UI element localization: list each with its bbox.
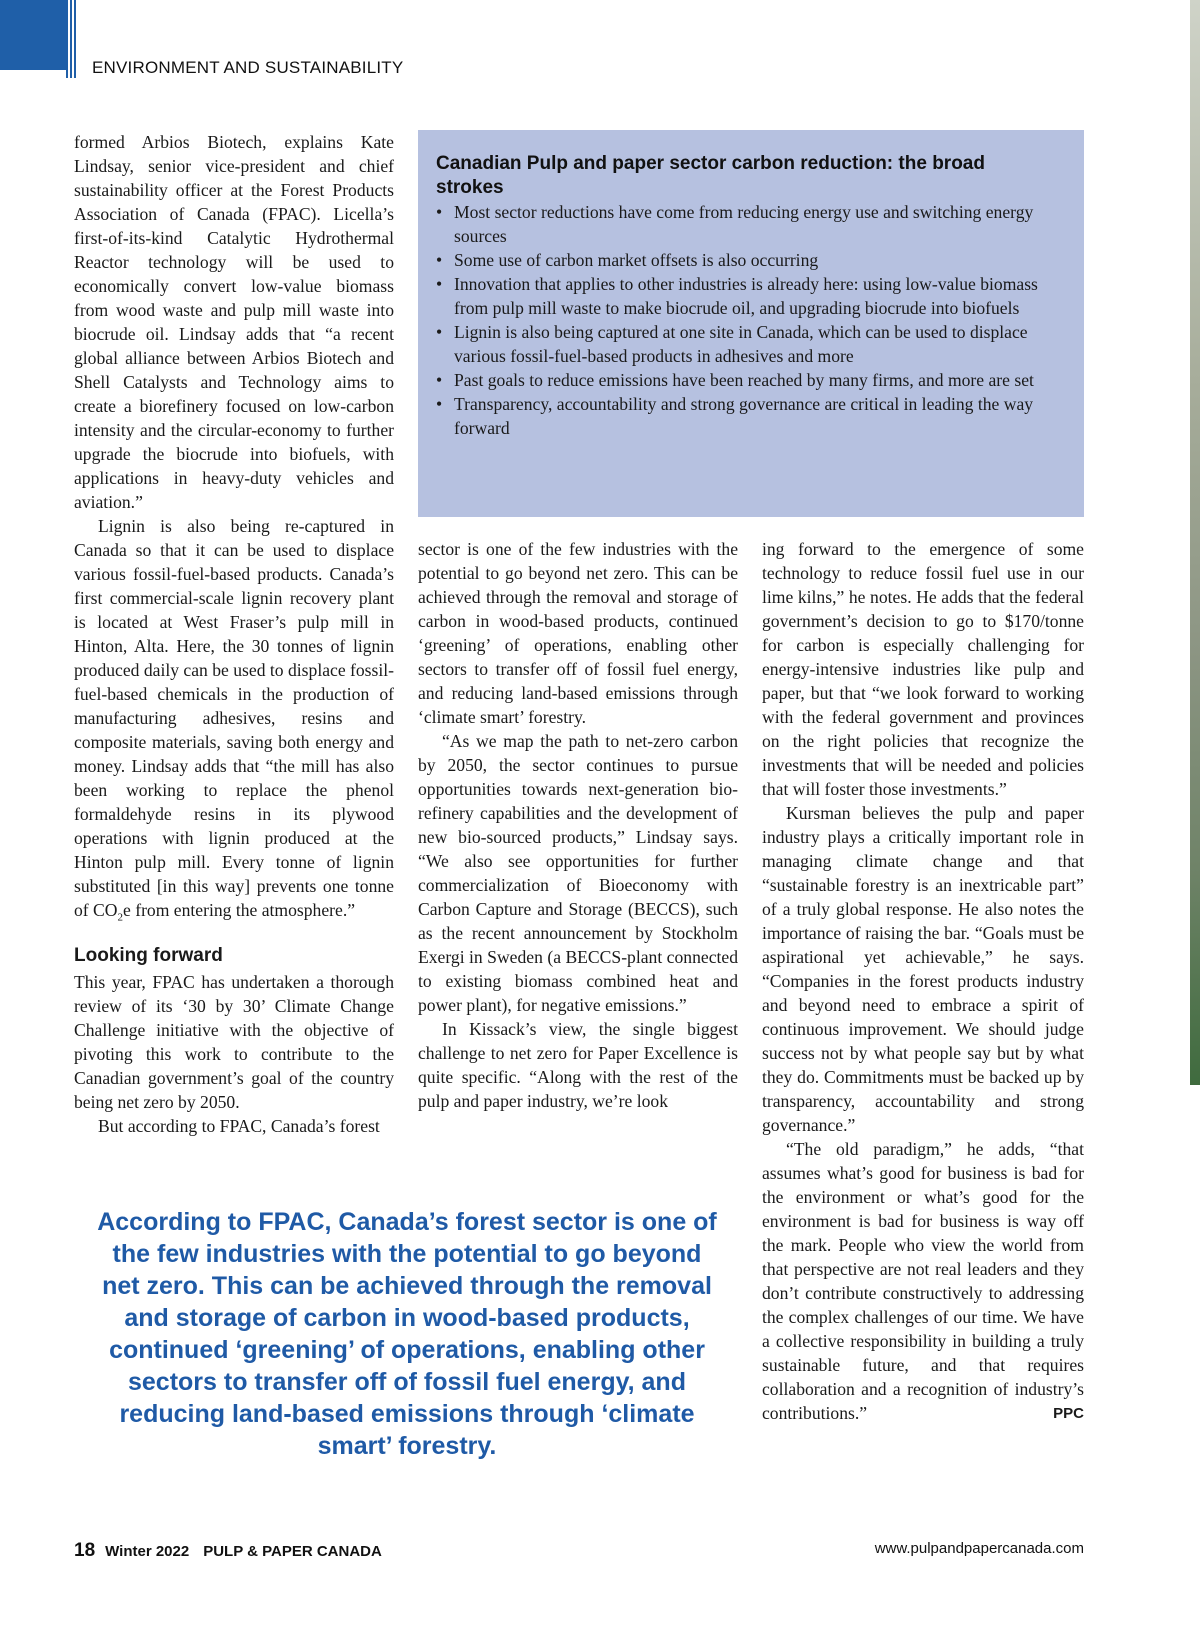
co2-subscript: 2 <box>117 911 123 924</box>
col3-paragraph-2: Kursman believes the pulp and paper industry plays a critically important role in managing climate change and that “sustainable forestry is an inextricable part” of a truly global response. He also notes the importance of raising the bar. “Goals must be aspirational yet achievable,” he says. “Companies in the forest products industry and beyond need to embrace a spirit of continuous improvement. We should judge success not by what people say but by what they do. Commitments must be backed up by transparency, accountability and strong governance.” <box>762 803 1084 1135</box>
sidebar-item-text: Lignin is also being captured at one site in Canada, which can be used to displace various fossil-fuel-based products in adhesives and more <box>454 322 1028 366</box>
col1-paragraph-2-end: e from entering the atmosphere.” <box>123 900 356 920</box>
col2-paragraph-1: sector is one of the few industries with the potential to go beyond net zero. This can be achieved through the removal and storage of carbon in wood-based products, continued ‘greening’ of operations, enabling other sectors to transfer off of fossil fuel energy, and reducing land-based emissions through ‘climate smart’ forestry. <box>418 539 738 727</box>
sidebar-item-text: Past goals to reduce emissions have been reached by many firms, and more are set <box>454 370 1034 390</box>
section-label: ENVIRONMENT AND SUSTAINABILITY <box>92 58 404 77</box>
bullet-icon: • <box>436 274 443 294</box>
sidebar-item <box>436 200 1066 248</box>
col3-paragraph-1: ing forward to the emergence of some technology to reduce fossil fuel use in our lime kilns,” he notes. He adds that the federal government’s decision to go to $170/tonne for carbon is especially challenging for energy-intensive industries like pulp and paper, but that “we look forward to working with the federal government and provinces on the right policies that recognize the investments that will be needed and policies that will foster those investments.” <box>762 539 1084 799</box>
sidebar-title: Canadian Pulp and paper sector carbon reduction: the broad strokes <box>436 153 985 198</box>
sidebar-item-text: Some use of carbon market offsets is also occurring <box>454 250 819 270</box>
sidebar-item <box>436 392 1066 440</box>
bullet-icon: • <box>436 322 443 342</box>
col1-paragraph-4: But according to FPAC, Canada’s forest <box>98 1116 380 1136</box>
subheading-looking-forward: Looking forward <box>74 945 223 966</box>
column-2 <box>418 537 738 1113</box>
col3-paragraph-3-text: “The old paradigm,” he adds, “that assumes what’s good for business is bad for the environment or what’s good for the environment is bad for business is way off the mark. People who view the world from that perspective are not real leaders and they don’t contribute constructively to addressing the complex challenges of our time. We have a collective responsibility in building a truly sustainable future, and that requires collaboration and a recognition of industry’s contributions.” <box>762 1139 1084 1423</box>
col1-paragraph-2-text: Lignin is also being re-captured in Canada so that it can be used to displace various fossil-fuel-based products. Canada’s first commercial-scale lignin recovery plant is located at West Fraser’s pulp mill in Hinton, Alta. Here, the 30 tonnes of lignin produced daily can be used to displace fossil-fuel-based chemicals in the production of manufacturing adhesives, resins and composite materials, saving both energy and money. Lindsay adds that “the mill has also been working to replace the phenol formaldehyde resins in its plywood operations with lignin produced at the Hinton pulp mill. Every tonne of lignin substituted [in this way] prevents one tonne of CO <box>74 516 395 920</box>
column-3 <box>762 537 1084 1426</box>
sidebar-item-text: Innovation that applies to other industries is already here: using low-value biomass from pulp mill waste to make biocrude oil, and upgrading biocrude into biofuels <box>454 274 1038 318</box>
bullet-icon: • <box>436 370 443 390</box>
footer-left <box>74 1540 382 1562</box>
header-stripes <box>66 0 76 78</box>
col1-paragraph-1: formed Arbios Biotech, explains Kate Lindsay, senior vice-president and chief sustainability officer at the Forest Products Association of Canada (FPAC). Licella’s first-of-its-kind Catalytic Hydrothermal Reactor technology will be used to economically convert low-value biomass from wood waste and pulp mill waste into biocrude oil. Lindsay adds that “a recent global alliance between Arbios Biotech and Shell Catalysts and Technology aims to create a biorefinery focused on low-carbon intensity and the circular-economy to further upgrade the biocrude into biofuels, with applications in heavy-duty vehicles and aviation.” <box>74 132 394 512</box>
sidebar-item <box>436 368 1066 392</box>
sidebar-item <box>436 248 1066 272</box>
sidebar-list <box>436 200 1066 440</box>
col2-paragraph-3: In Kissack’s view, the single biggest challenge to net zero for Paper Excellence is quite specific. “Along with the rest of the pulp and paper industry, we’re look <box>418 1019 738 1111</box>
bullet-icon: • <box>436 250 443 270</box>
magazine-name: PULP & PAPER CANADA <box>203 1543 382 1560</box>
edge-photo-strip <box>1190 0 1200 1085</box>
footer-url: www.pulpandpapercanada.com <box>874 1540 1084 1557</box>
bullet-icon: • <box>436 394 443 414</box>
header-color-block <box>0 0 66 70</box>
col2-paragraph-2: “As we map the path to net-zero carbon by 2050, the sector continues to pursue opportunities towards next-generation bio-refinery capabilities and the development of new bio-sourced products,” Lindsay says. “We also see opportunities for further commercialization of Bioeconomy with Carbon Capture and Storage (BECCS), such as the recent announcement by Stockholm Exergi in Sweden (a BECCS-plant connected to existing biomass combined heat and power plant), for negative emissions.” <box>418 731 738 1015</box>
column-1 <box>74 130 394 1138</box>
issue-date: Winter 2022 <box>105 1543 190 1560</box>
page-number: 18 <box>74 1540 96 1561</box>
sidebar-item <box>436 320 1066 368</box>
sidebar-item-text: Most sector reductions have come from reducing energy use and switching energy sources <box>454 202 1034 246</box>
col3-paragraph-3 <box>762 1137 1084 1425</box>
bullet-icon: • <box>436 202 443 222</box>
pull-quote: According to FPAC, Canada’s forest sector is one of the few industries with the potential to go beyond net zero. This can be achieved through the removal and storage of carbon in wood-based products, continued ‘greening’ of operations, enabling other sectors to transfer off of fossil fuel energy, and reducing land-based emissions through ‘climate smart’ forestry. <box>97 1208 717 1460</box>
sidebar-item-text: Transparency, accountability and strong governance are critical in leading the way forward <box>454 394 1034 438</box>
end-mark: PPC <box>1053 1405 1084 1422</box>
col1-paragraph-2 <box>74 514 394 922</box>
sidebar-box <box>418 130 1084 517</box>
col1-paragraph-3: This year, FPAC has undertaken a thorough review of its ‘30 by 30’ Climate Change Challenge initiative with the objective of pivoting this work to contribute to the Canadian government’s goal of the country being net zero by 2050. <box>74 972 394 1112</box>
sidebar-item <box>436 272 1066 320</box>
